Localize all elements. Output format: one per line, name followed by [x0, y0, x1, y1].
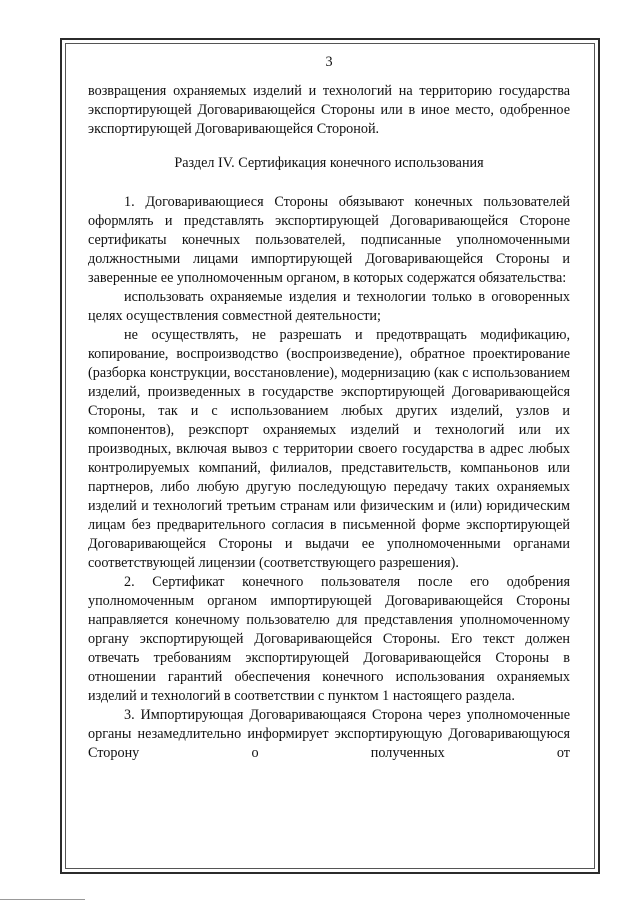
- paragraph-2: 2. Сертификат конечного пользователя после его одобрения уполномоченным органом импортирующей Договаривающейся Стороны направляется конечному пользователю для представления уполномоченному органу экспортирующей Договаривающейся Стороны. Его текст должен отвечать требованиям экспортирующей Договаривающейся Стороны в отношении гарантий обеспечения конечного использования охраняемых изделий и технологий в соответствии с пунктом 1 настоящего раздела.: [88, 574, 570, 704]
- intro-paragraph: возвращения охраняемых изделий и технологий на территорию государства экспортирующей Договаривающейся Стороны или в иное место, одобренное экспортирующей Договаривающейся Стороной.: [88, 83, 570, 137]
- document-page: [88, 52, 570, 763]
- paragraph-1: 1. Договаривающиеся Стороны обязывают конечных пользователей оформлять и представлять экспортирующей Договаривающейся Стороне сертификаты конечных пользователей, подписанные уполномоченными должностными лицами импортирующей Договаривающейся Стороны и заверенные ее уполномоченным органом, в которых содержатся обязательства:: [88, 194, 570, 286]
- section-title: Раздел IV. Сертификация конечного использования: [174, 155, 484, 171]
- obligation-prohibit: не осуществлять, не разрешать и предотвращать модификацию, копирование, воспроизводство (воспроизведение), обратное проектирование (разборка конструкции, восстановление), модернизацию (как с использованием изделий, произведенных в государстве экспортирующей Договаривающейся Стороны, так и с использованием любых других изделий, узлов и компонентов), реэкспорт охраняемых изделий и технологий или их производных, включая вывоз с территории своего государства в адрес любых контролируемых компаний, филиалов, представительств, компаньонов или партнеров, либо любую другую последующую передачу таких охраняемых изделий и технологий третьим странам или физическим и (или) юридическим лицам без предварительного согласия в письменной форме экспортирующей Договаривающейся Стороны и выдачи ее уполномоченными органами соответствующей лицензии (соответствующего разрешения).: [88, 327, 570, 571]
- bottom-edge-mark: [0, 899, 85, 900]
- page-number: 3: [325, 54, 333, 70]
- paragraph-3: 3. Импортирующая Договаривающаяся Сторона через уполномоченные органы незамедлительно информирует экспортирующую Договаривающуюся Сторону о полученных от: [88, 707, 570, 761]
- obligation-use: использовать охраняемые изделия и технологии только в оговоренных целях осуществления совместной деятельности;: [88, 289, 570, 324]
